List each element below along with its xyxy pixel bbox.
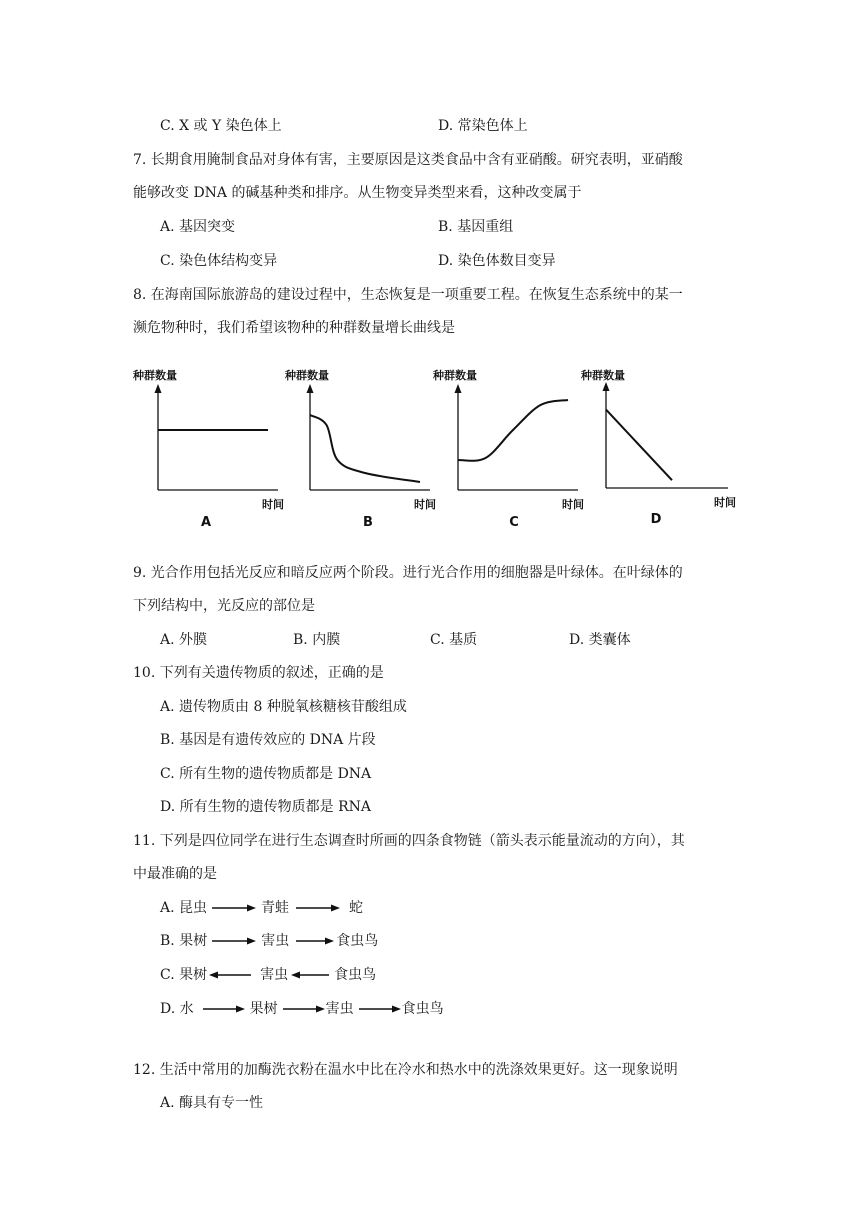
q9-option-c: C. 基质 — [430, 632, 478, 648]
q11-chain-a-item-2: 青蛙 — [261, 900, 290, 916]
q7-option-d: D. 染色体数目变异 — [438, 253, 556, 269]
q8-chart-b-xlabel: 时间 — [414, 498, 436, 511]
q7-stem-line-1: 7. 长期食用腌制食品对身体有害，主要原因是这类食品中含有亚硝酸。研究表明，亚硝酸 — [133, 152, 683, 168]
arrow-right-icon — [295, 936, 335, 946]
q8-chart-c-xlabel: 时间 — [562, 498, 584, 511]
q8-chart-d-ylabel: 种群数量 — [581, 369, 625, 382]
q6-option-d: D. 常染色体上 — [438, 118, 528, 134]
q8-chart-b-ylabel: 种群数量 — [285, 369, 329, 382]
q6-option-c: C. X 或 Y 染色体上 — [160, 118, 282, 134]
q11-chain-d-item-1: 水 — [179, 1001, 194, 1017]
q8-chart-d-caption: D — [650, 512, 662, 527]
q8-chart-c-curve — [458, 400, 568, 461]
q8-chart-b-curve — [310, 415, 420, 482]
q10-option-c: C. 所有生物的遗传物质都是 DNA — [160, 766, 372, 782]
q12-stem: 12. 生活中常用的加酶洗衣粉在温水中比在冷水和热水中的洗涤效果更好。这一现象说明 — [133, 1062, 678, 1078]
q11-chain-d-item-4: 食虫鸟 — [401, 1001, 444, 1017]
arrow-right-icon — [202, 1004, 246, 1014]
q8-chart-b-caption: B — [363, 515, 373, 530]
q11-chain-b-item-2: 害虫 — [261, 933, 290, 949]
q11-chain-b — [160, 932, 378, 950]
q11-chain-d-item-2: 果树 — [249, 1001, 278, 1017]
q9-option-d: D. 类囊体 — [569, 632, 631, 648]
q10-option-b: B. 基因是有遗传效应的 DNA 片段 — [160, 732, 376, 748]
q10-stem: 10. 下列有关遗传物质的叙述，正确的是 — [133, 665, 384, 681]
q8-chart-a — [128, 362, 288, 534]
q11-chain-b-label: B. — [160, 933, 180, 949]
arrow-left-icon — [208, 970, 252, 980]
q7-option-b: B. 基因重组 — [438, 219, 514, 235]
q11-chain-c-item-2: 害虫 — [260, 967, 289, 983]
q8-chart-d-xlabel: 时间 — [714, 496, 736, 509]
q11-chain-c-item-1: 果树 — [179, 967, 208, 983]
q11-chain-d-item-3: 害虫 — [325, 1001, 354, 1017]
q9-option-a: A. 外膜 — [160, 632, 208, 648]
q8-chart-b — [280, 362, 440, 534]
q8-chart-a-xlabel: 时间 — [262, 498, 284, 511]
q11-chain-c-item-3: 食虫鸟 — [334, 967, 377, 983]
arrow-right-icon — [358, 1004, 402, 1014]
q8-chart-c-ylabel: 种群数量 — [433, 369, 477, 382]
q8-chart-a-caption: A — [200, 515, 212, 530]
q11-chain-c-label: C. — [160, 967, 180, 983]
q12-option-a: A. 酶具有专一性 — [160, 1095, 264, 1111]
arrow-right-icon — [282, 1004, 326, 1014]
q9-option-b: B. 内膜 — [293, 632, 341, 648]
q11-chain-c — [160, 966, 376, 984]
q10-option-d: D. 所有生物的遗传物质都是 RNA — [160, 799, 371, 815]
q10-option-a: A. 遗传物质由 8 种脱氧核糖核苷酸组成 — [160, 699, 407, 715]
q8-stem-line-2: 濒危物种时，我们希望该物种的种群数量增长曲线是 — [133, 320, 455, 336]
q11-chain-a-label: A. — [160, 900, 180, 916]
q8-chart-d-curve — [606, 410, 672, 481]
q7-stem-line-2: 能够改变 DNA 的碱基种类和排序。从生物变异类型来看，这种改变属于 — [133, 185, 582, 201]
q8-chart-a-ylabel: 种群数量 — [133, 369, 177, 382]
q11-chain-d-label: D. — [160, 1001, 180, 1017]
q11-chain-a-item-3: 蛇 — [349, 900, 364, 916]
arrow-left-icon — [290, 970, 330, 980]
q8-chart-d — [576, 362, 740, 534]
q9-stem-line-2: 下列结构中，光反应的部位是 — [133, 598, 315, 614]
q11-chain-b-item-1: 果树 — [179, 933, 208, 949]
q11-stem-line-1: 11. 下列是四位同学在进行生态调查时所画的四条食物链（箭头表示能量流动的方向），其 — [133, 833, 685, 849]
q7-option-a: A. 基因突变 — [160, 219, 236, 235]
q8-stem-line-1: 8. 在海南国际旅游岛的建设过程中，生态恢复是一项重要工程。在恢复生态系统中的某一 — [133, 287, 683, 303]
q11-chain-a-item-1: 昆虫 — [179, 900, 208, 916]
q11-stem-line-2: 中最准确的是 — [133, 866, 217, 882]
q11-chain-b-item-3: 食虫鸟 — [336, 933, 379, 949]
q8-chart-c-caption: C — [509, 515, 519, 530]
arrow-right-icon — [211, 903, 257, 913]
q11-chain-a — [160, 899, 363, 917]
arrow-right-icon — [211, 936, 257, 946]
q11-chain-d — [160, 1000, 444, 1018]
q9-stem-line-1: 9. 光合作用包括光反应和暗反应两个阶段。进行光合作用的细胞器是叶绿体。在叶绿体的 — [133, 565, 683, 581]
q8-chart-c — [428, 362, 588, 534]
q7-option-c: C. 染色体结构变异 — [160, 253, 278, 269]
arrow-right-icon — [295, 903, 341, 913]
